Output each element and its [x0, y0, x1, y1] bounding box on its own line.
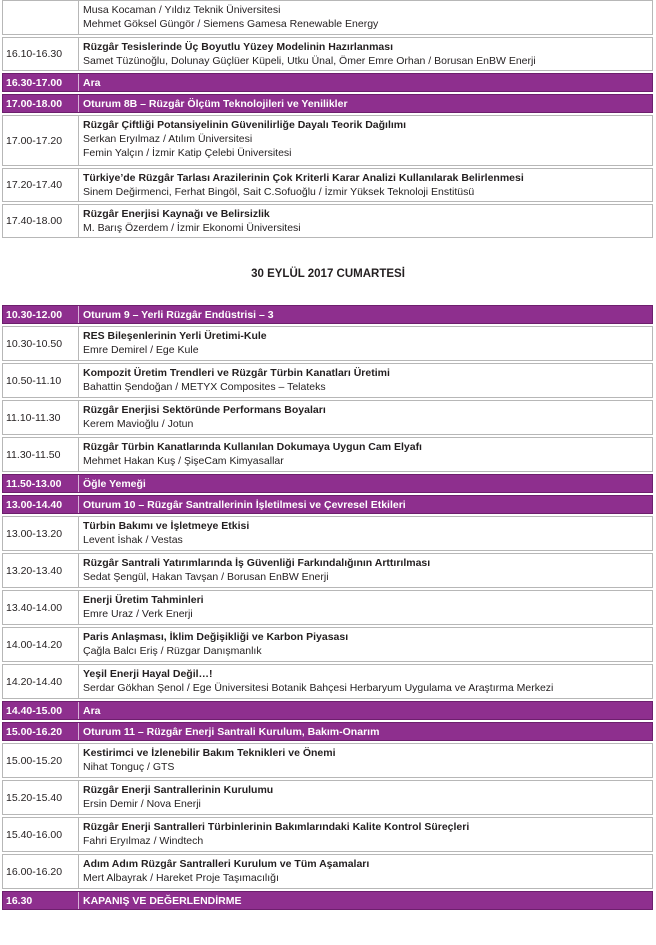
time-cell: 13.00-13.20 [3, 517, 79, 550]
content-cell [79, 327, 652, 360]
talk-row [2, 326, 653, 361]
talk-speakers: Nihat Tonguç / GTS [83, 761, 175, 773]
content-cell [79, 781, 652, 814]
content-cell: Oturum 8B – Rüzgâr Ölçüm Teknolojileri ve Yenilikler [83, 97, 348, 110]
talk-title: RES Bileşenlerinin Yerli Üretimi-Kule [83, 330, 267, 342]
talk-speakers: Serkan Eryılmaz / Atılım Üniversitesi [83, 133, 253, 145]
talk-row [2, 590, 653, 625]
talk-row [2, 115, 653, 166]
talk-title: Türbin Bakımı ve İşletmeye Etkisi [83, 520, 250, 532]
talk-title: Enerji Üretim Tahminleri [83, 594, 204, 606]
talk-speakers: Emre Uraz / Verk Enerji [83, 608, 193, 620]
talk-title: Rüzgâr Enerji Santrallerinin Kurulumu [83, 784, 274, 796]
talk-row [2, 204, 653, 238]
talk-row [2, 664, 653, 699]
talk-speakers: Serdar Gökhan Şenol / Ege Üniversitesi Botanik Bahçesi Herbaryum Uygulama ve Araştırma Merkezi [83, 682, 554, 694]
content-cell: Ara [83, 76, 101, 89]
time-cell: 13.40-14.00 [3, 591, 79, 624]
talk-title: Adım Adım Rüzgâr Santralleri Kurulum ve Tüm Aşamaları [83, 858, 370, 870]
content-cell [79, 364, 652, 397]
talk-speakers: Mert Albayrak / Hareket Proje Taşımacılığı [83, 872, 279, 884]
talk-row [2, 516, 653, 551]
time-cell: 10.50-11.10 [3, 364, 79, 397]
content-cell: Ara [83, 704, 101, 717]
content-cell: Öğle Yemeği [83, 477, 146, 490]
talk-speakers: Mehmet Göksel Güngör / Siemens Gamesa Renewable Energy [83, 18, 379, 30]
talk-row [2, 743, 653, 778]
talk-speakers: Kerem Mavioğlu / Jotun [83, 418, 194, 430]
talk-speakers: Bahattin Şendoğan / METYX Composites – Telateks [83, 381, 326, 393]
content-cell [79, 818, 652, 851]
talk-speakers: Sedat Şengül, Hakan Tavşan / Borusan EnBW Enerji [83, 571, 329, 583]
talk-title: Kompozit Üretim Trendleri ve Rüzgâr Türbin Kanatları Üretimi [83, 367, 390, 379]
session-row [2, 891, 653, 910]
talk-speakers: Emre Demirel / Ege Kule [83, 344, 199, 356]
content-cell [79, 855, 652, 888]
content-cell [79, 169, 652, 201]
time-cell: 17.40-18.00 [3, 205, 79, 237]
talk-row [2, 363, 653, 398]
session-row [2, 94, 653, 113]
talk-row [2, 780, 653, 815]
time-cell: 11.30-11.50 [3, 438, 79, 471]
talk-speakers: M. Barış Özerdem / İzmir Ekonomi Üniversitesi [83, 222, 301, 234]
time-cell: 14.40-15.00 [3, 702, 79, 719]
content-cell [79, 744, 652, 777]
content-cell [79, 116, 652, 165]
time-cell: 15.20-15.40 [3, 781, 79, 814]
time-cell: 14.00-14.20 [3, 628, 79, 661]
time-cell: 14.20-14.40 [3, 665, 79, 698]
content-cell [79, 1, 652, 34]
talk-row [2, 627, 653, 662]
content-cell: Oturum 10 – Rüzgâr Santrallerinin İşletilmesi ve Çevresel Etkileri [83, 498, 406, 511]
talk-row [2, 553, 653, 588]
talk-speakers: Femin Yalçın / İzmir Katip Çelebi Üniversitesi [83, 147, 292, 159]
talk-row [2, 437, 653, 472]
talk-speakers: Samet Tüzünoğlu, Dolunay Güçlüer Küpeli, Utku Ünal, Ömer Emre Orhan / Borusan EnBW Enerji [83, 55, 536, 67]
time-cell: 17.00-17.20 [3, 116, 79, 165]
time-cell: 13.00-14.40 [3, 496, 79, 513]
time-cell: 15.00-15.20 [3, 744, 79, 777]
session-row [2, 495, 653, 514]
talk-row [2, 817, 653, 852]
talk-title: Türkiye’de Rüzgâr Tarlası Arazilerinin Çok Kriterli Karar Analizi Kullanılarak Belirlenmesi [83, 172, 524, 184]
talk-speakers: Musa Kocaman / Yıldız Teknik Üniversitesi [83, 4, 281, 16]
content-cell [79, 554, 652, 587]
talk-row [2, 854, 653, 889]
session-row [2, 474, 653, 493]
content-cell [79, 628, 652, 661]
talk-title: Paris Anlaşması, İklim Değişikliği ve Karbon Piyasası [83, 631, 349, 643]
talk-row [2, 37, 653, 71]
schedule-table-day2 [2, 305, 653, 912]
content-cell: KAPANIŞ VE DEĞERLENDİRME [83, 894, 242, 907]
time-cell: 16.30 [3, 892, 79, 909]
time-cell: 11.50-13.00 [3, 475, 79, 492]
session-row [2, 701, 653, 720]
content-cell: Oturum 11 – Rüzgâr Enerji Santrali Kurulum, Bakım-Onarım [83, 725, 380, 738]
time-cell: 15.00-16.20 [3, 723, 79, 740]
content-cell [79, 38, 652, 70]
talk-title: Kestirimci ve İzlenebilir Bakım Teknikleri ve Önemi [83, 747, 336, 759]
talk-title: Rüzgâr Enerjisi Kaynağı ve Belirsizlik [83, 208, 270, 220]
content-cell [79, 401, 652, 434]
session-row [2, 722, 653, 741]
talk-row [2, 400, 653, 435]
time-cell: 10.30-10.50 [3, 327, 79, 360]
content-cell [79, 205, 652, 237]
talk-speakers: Mehmet Hakan Kuş / ŞişeCam Kimyasallar [83, 455, 284, 467]
talk-title: Rüzgâr Enerji Santralleri Türbinlerinin Bakımlarındaki Kalite Kontrol Süreçleri [83, 821, 470, 833]
time-cell: 16.10-16.30 [3, 38, 79, 70]
talk-row [2, 168, 653, 202]
content-cell [79, 517, 652, 550]
time-cell: 17.00-18.00 [3, 95, 79, 112]
time-cell: 15.40-16.00 [3, 818, 79, 851]
content-cell [79, 591, 652, 624]
session-row [2, 73, 653, 92]
talk-title: Rüzgâr Enerjisi Sektöründe Performans Boyaları [83, 404, 326, 416]
talk-speakers: Ersin Demir / Nova Enerji [83, 798, 201, 810]
content-cell: Oturum 9 – Yerli Rüzgâr Endüstrisi – 3 [83, 308, 274, 321]
talk-title: Rüzgâr Santrali Yatırımlarında İş Güvenliği Farkındalığının Arttırılması [83, 557, 431, 569]
time-cell [3, 1, 79, 34]
talk-title: Yeşil Enerji Hayal Değil…! [83, 668, 213, 680]
day-header: 30 EYLÜL 2017 CUMARTESİ [251, 268, 405, 280]
talk-speakers: Sinem Değirmenci, Ferhat Bingöl, Sait C.Sofuoğlu / İzmir Yüksek Teknoloji Enstitüsü [83, 186, 475, 198]
content-cell [79, 438, 652, 471]
talk-speakers: Fahri Eryılmaz / Windtech [83, 835, 204, 847]
talk-title: Rüzgâr Çiftliği Potansiyelinin Güvenilirliğe Dayalı Teorik Dağılımı [83, 119, 407, 131]
time-cell: 17.20-17.40 [3, 169, 79, 201]
session-row [2, 305, 653, 324]
content-cell [79, 665, 652, 698]
talk-title: Rüzgâr Türbin Kanatlarında Kullanılan Dokumaya Uygun Cam Elyafı [83, 441, 422, 453]
time-cell: 10.30-12.00 [3, 306, 79, 323]
time-cell: 16.00-16.20 [3, 855, 79, 888]
time-cell: 11.10-11.30 [3, 401, 79, 434]
talk-speakers: Levent İshak / Vestas [83, 534, 183, 546]
time-cell: 16.30-17.00 [3, 74, 79, 91]
talk-speakers: Çağla Balcı Eriş / Rüzgar Danışmanlık [83, 645, 262, 657]
talk-row [2, 0, 653, 35]
time-cell: 13.20-13.40 [3, 554, 79, 587]
talk-title: Rüzgâr Tesislerinde Üç Boyutlu Yüzey Modelinin Hazırlanması [83, 41, 394, 53]
schedule-table-day1 [2, 0, 653, 240]
